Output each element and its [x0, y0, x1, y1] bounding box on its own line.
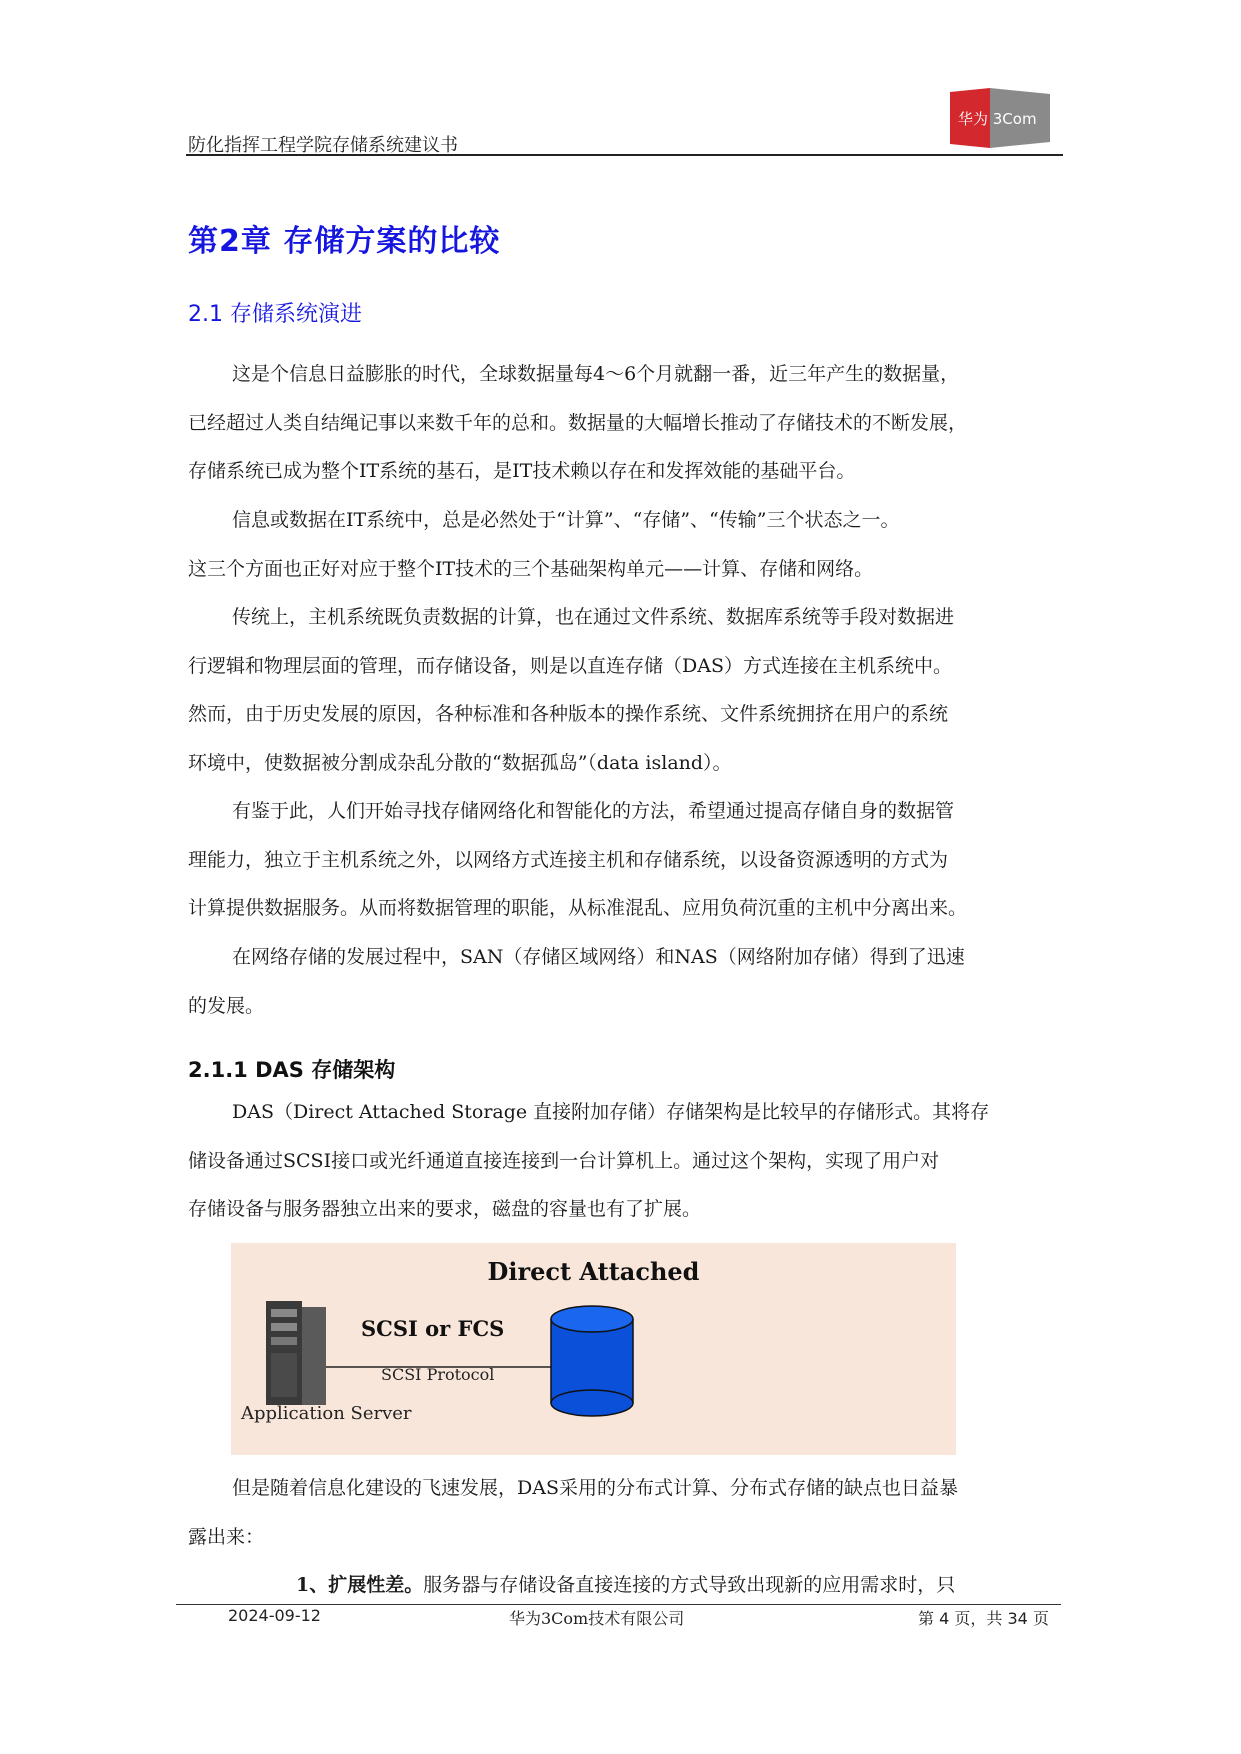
paragraph-intro	[188, 350, 1058, 496]
paragraph-line: 传统上，主机系统既负责数据的计算，也在通过文件系统、数据库系统等手段对数据进	[232, 606, 955, 628]
paragraph-line: 计算提供数据服务。从而将数据管理的职能，从标准混乱、应用负荷沉重的主机中分离出来。	[188, 897, 968, 919]
paragraph-line: 已经超过人类自结绳记事以来数千年的总和。数据量的大幅增长推动了存储技术的不断发展，	[188, 411, 968, 434]
paragraph-line: 储设备通过SCSI接口或光纤通道直接连接到一台计算机上。通过这个架构，实现了用户对	[188, 1149, 940, 1172]
paragraph-line: 然而，由于历史发展的原因，各种标准和各种版本的操作系统、文件系统拥挤在用户的系统	[188, 703, 949, 725]
list-item-label: 1、扩展性差。	[296, 1574, 424, 1596]
server-label: Application Server	[241, 1403, 412, 1424]
logo-text: 华为 3Com	[958, 110, 1037, 128]
paragraph-line: 这三个方面也正好对应于整个IT技术的三个基础架构单元——计算、存储和网络。	[188, 557, 874, 580]
paragraph-line: 的发展。	[188, 994, 265, 1017]
paragraph-traditional	[188, 593, 1058, 787]
paragraph-line: 行逻辑和物理层面的管理，而存储设备，则是以直连存储（DAS）方式连接在主机系统中。	[188, 654, 952, 677]
total-pages: 34	[1007, 1609, 1028, 1628]
list-item-text: 服务器与存储设备直接连接的方式导致出现新的应用需求时，只	[423, 1574, 956, 1596]
paragraph-networked	[188, 787, 1058, 933]
paragraph-line: 理能力，独立于主机系统之外，以网络方式连接主机和存储系统，以设备资源透明的方式为	[188, 848, 949, 871]
figure-title: Direct Attached	[487, 1257, 700, 1286]
paragraph-line: 露出来：	[188, 1525, 265, 1548]
footer-date: 2024-09-12	[228, 1606, 321, 1625]
footer-divider	[176, 1604, 1061, 1605]
footer-page-number: 第 4 页，共 34 页	[918, 1609, 1049, 1628]
section-title: 2.1 存储系统演进	[188, 302, 362, 327]
direct-attached-diagram	[231, 1243, 956, 1455]
paragraph-states	[188, 496, 1058, 593]
protocol-label: SCSI Protocol	[381, 1365, 495, 1384]
list-item-scalability	[188, 1561, 1058, 1610]
paragraph-line: 信息或数据在IT系统中，总是必然处于“计算”、“存储”、“传输”三个状态之一。	[232, 509, 900, 531]
header-divider	[186, 154, 1063, 156]
paragraph-line: 在网络存储的发展过程中，SAN（存储区域网络）和NAS（网络附加存储）得到了迅速	[232, 946, 965, 968]
current-page: 4	[939, 1609, 950, 1628]
subsection-title: 2.1.1 DAS 存储架构	[188, 1058, 396, 1082]
paragraph-das-drawbacks	[188, 1464, 1058, 1561]
disk-storage-icon	[551, 1306, 633, 1416]
document-title: 防化指挥工程学院存储系统建议书	[188, 135, 458, 156]
chapter-title: 第2章 存储方案的比较	[188, 224, 501, 259]
paragraph-line: 环境中，使数据被分割成杂乱分散的“数据孤岛”（data island）。	[188, 751, 732, 774]
paragraph-line: DAS（Direct Attached Storage 直接附加存储）存储架构是比较早的存储形式。其将存	[232, 1101, 990, 1123]
paragraph-san-nas	[188, 933, 1058, 1030]
paragraph-das	[188, 1088, 1058, 1234]
connection-label: SCSI or FCS	[361, 1316, 505, 1341]
server-icon	[266, 1301, 326, 1405]
paragraph-line: 但是随着信息化建设的飞速发展，DAS采用的分布式计算、分布式存储的缺点也日益暴	[232, 1477, 958, 1499]
footer-company: 华为3Com技术有限公司	[509, 1609, 685, 1628]
paragraph-line: 有鉴于此，人们开始寻找存储网络化和智能化的方法，希望通过提高存储自身的数据管	[232, 800, 955, 822]
paragraph-line: 存储系统已成为整个IT系统的基石，是IT技术赖以存在和发挥效能的基础平台。	[188, 460, 856, 482]
paragraph-line: 这是个信息日益膨胀的时代，全球数据量每4～6个月就翻一番，近三年产生的数据量，	[232, 363, 960, 385]
paragraph-line: 存储设备与服务器独立出来的要求，磁盘的容量也有了扩展。	[188, 1198, 702, 1220]
